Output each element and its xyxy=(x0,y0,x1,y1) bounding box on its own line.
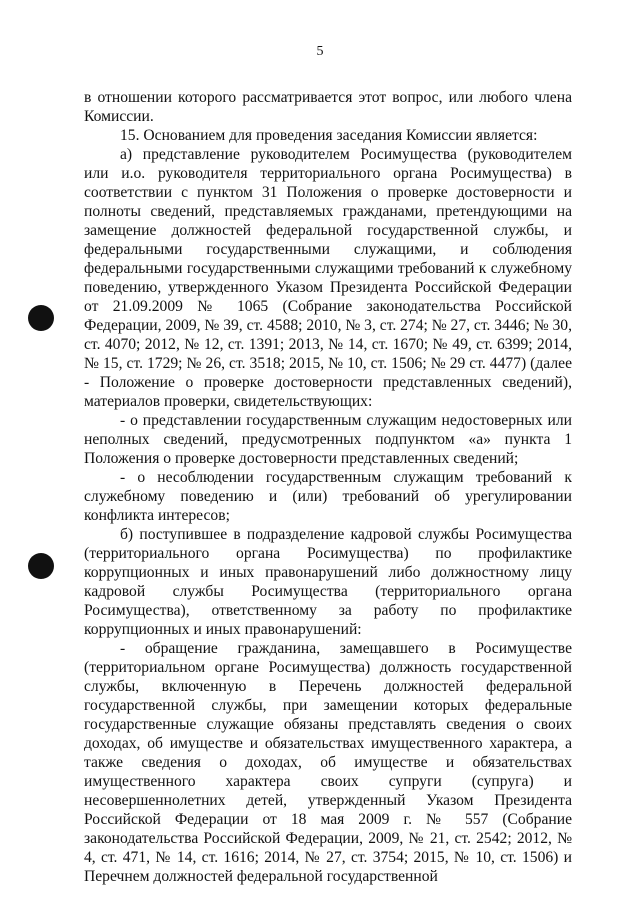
paragraph-subclause-a: а) представление руководителем Росимущества (руководителем или и.о. руководителя территориального органа Росимущества) в соответствии с пунктом 31 Положения о проверке достоверности и полноты сведений, представляемых гражданами, претендующими на замещение должностей федеральной государственной службы, и федеральными государственными служащими, и соблюдения федеральными государственными служащими требований к служебному поведению, утвержденного Указом Президента Российской Федерации от 21.09.2009 № 1065 (Собрание законодательства Российской Федерации, 2009, № 39, ст. 4588; 2010, № 3, ст. 274; № 27, ст. 3446; № 30, ст. 4070; 2012, № 12, ст. 1391; 2013, № 14, ст. 1670; № 49, ст. 6399; 2014, № 15, ст. 1729; № 26, ст. 3518; 2015, № 10, ст. 1506; № 29 ст. 4477) (далее - Положение о проверке достоверности представленных сведений), материалов проверки, свидетельствующих: xyxy=(84,146,572,410)
hole-punch-mark xyxy=(28,553,54,579)
paragraph-subclause-b: б) поступившее в подразделение кадровой службы Росимущества (территориального органа Росимущества) по профилактике коррупционных и иных правонарушений либо должностному лицу кадровой службы Росимущества (территориального органа Росимущества), ответственному за работу по профилактике коррупционных и иных правонарушений: xyxy=(84,526,572,638)
paragraph-bullet-citizen-appeal: - обращение гражданина, замещавшего в Росимуществе (территориальном органе Росимущества) должность государственной службы, включенную в Перечень должностей федеральной государственной службы, при замещении которых федеральные государственные служащие обязаны представлять сведения о своих доходах, об имуществе и обязательствах имущественного характера, а также сведения о доходах, об имуществе и обязательствах имущественного характера своих супруги (супруга) и несовершеннолетних детей, утвержденный Указом Президента Российской Федерации от 18 мая 2009 г. № 557 (Собрание законодательства Российской Федерации, 2009, № 21, ст. 2542; 2012, № 4, ст. 471, № 14, ст. 1616; 2014, № 27, ст. 3754; 2015, № 10, ст. 1506) и Перечнем должностей федеральной государственной xyxy=(84,640,572,885)
document-body xyxy=(84,88,572,886)
paragraph-clause-15: 15. Основанием для проведения заседания Комиссии является: xyxy=(120,127,538,144)
hole-punch-mark xyxy=(28,305,54,331)
paragraph-bullet-noncompliance: - о несоблюдении государственным служащим требований к служебному поведению и (или) требований об урегулировании конфликта интересов; xyxy=(84,469,572,524)
paragraph-bullet-inaccurate-info: - о представлении государственным служащим недостоверных или неполных сведений, предусмотренных подпунктом «а» пункта 1 Положения о проверке достоверности представленных сведений; xyxy=(84,412,572,467)
paragraph-continuation: в отношении которого рассматривается этот вопрос, или любого члена Комиссии. xyxy=(84,89,572,125)
page-number: 5 xyxy=(316,44,324,59)
